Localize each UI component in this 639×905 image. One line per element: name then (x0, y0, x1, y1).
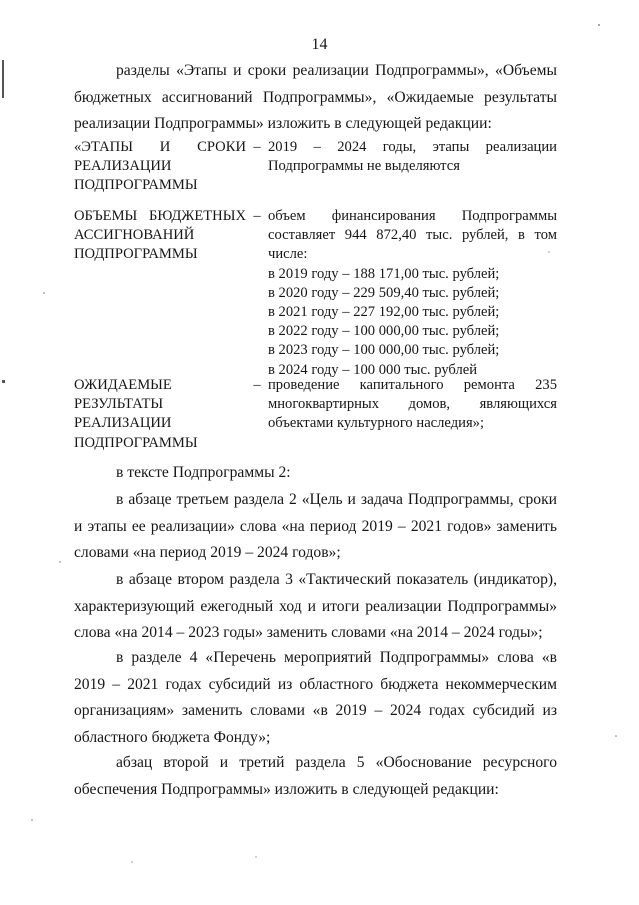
row-dash: – (253, 208, 261, 224)
row-label: «ЭТАПЫ И СРОКИ РЕАЛИЗАЦИИ ПОДПРОГРАММЫ (74, 139, 246, 194)
body-paragraph: в абзаце втором раздела 3 «Тактический показатель (индикатор), характеризующий ежегодный ход и итоги реализации Подпрограммы» слова «на 2014 – 2023 годы» заменить словами «на 2014 – 2024 годы»; (74, 571, 557, 641)
body-paragraph: абзац второй и третий раздела 5 «Обоснование ресурсного обеспечения Подпрограммы» изложить в следующей редакции: (74, 754, 557, 798)
row-value: 2019 – 2024 годы, этапы реализации Подпрограммы не выделяются (268, 139, 557, 175)
row-dash: – (253, 139, 261, 155)
table-row (74, 376, 557, 453)
passport-table (74, 376, 557, 453)
year-amount: в 2024 году – 100 000 тыс. рублей (268, 361, 478, 378)
year-amount: в 2021 году – 227 192,00 тыс. рублей; (268, 304, 500, 321)
row-value: проведение капитального ремонта 235 многоквартирных домов, являющихся объектами культурного наследия»; (268, 377, 557, 432)
table-row (74, 207, 557, 380)
scan-margin-mark (2, 380, 5, 383)
page-number: 14 (311, 36, 328, 53)
passport-table (74, 138, 557, 196)
year-amount: в 2023 году – 100 000,00 тыс. рублей; (268, 342, 500, 359)
row-label: ОЖИДАЕМЫЕ РЕЗУЛЬТАТЫ РЕАЛИЗАЦИИ ПОДПРОГРАММЫ (74, 377, 198, 451)
year-amount: в 2019 году – 188 171,00 тыс. рублей; (268, 265, 500, 282)
body-paragraph: в абзаце третьем раздела 2 «Цель и задача Подпрограммы, сроки и этапы ее реализации» слова «на период 2019 – 2021 годов» заменить словами «на период 2019 – 2024 годов»; (74, 491, 557, 561)
table-row (74, 138, 557, 196)
row-dash: – (253, 377, 261, 393)
row-label: ОБЪЕМЫ БЮДЖЕТНЫХ АССИГНОВАНИЙ ПОДПРОГРАММЫ (74, 208, 246, 263)
year-amount: в 2022 году – 100 000,00 тыс. рублей; (268, 323, 500, 340)
year-amount: в 2020 году – 229 509,40 тыс. рублей; (268, 284, 500, 301)
row-value: объем финансирования Подпрограммы составляет 944 872,40 тыс. рублей, в том числе: (268, 208, 557, 263)
body-paragraph: в тексте Подпрограммы 2: (116, 464, 291, 481)
intro-paragraph: разделы «Этапы и сроки реализации Подпрограммы», «Объемы бюджетных ассигнований Подпрограммы», «Ожидаемые результаты реализации Подпрограммы» изложить в следующей редакции: (74, 62, 557, 132)
row-value-block (268, 207, 557, 380)
passport-table (74, 207, 557, 380)
scan-margin-mark (2, 60, 4, 98)
body-paragraph: в разделе 4 «Перечень мероприятий Подпрограммы» слова «в 2019 – 2021 годах субсидий из областного бюджета некоммерческим организациям» заменить словами «в 2019 – 2024 годах субсидий из областного бюджета Фонду»; (74, 649, 557, 746)
